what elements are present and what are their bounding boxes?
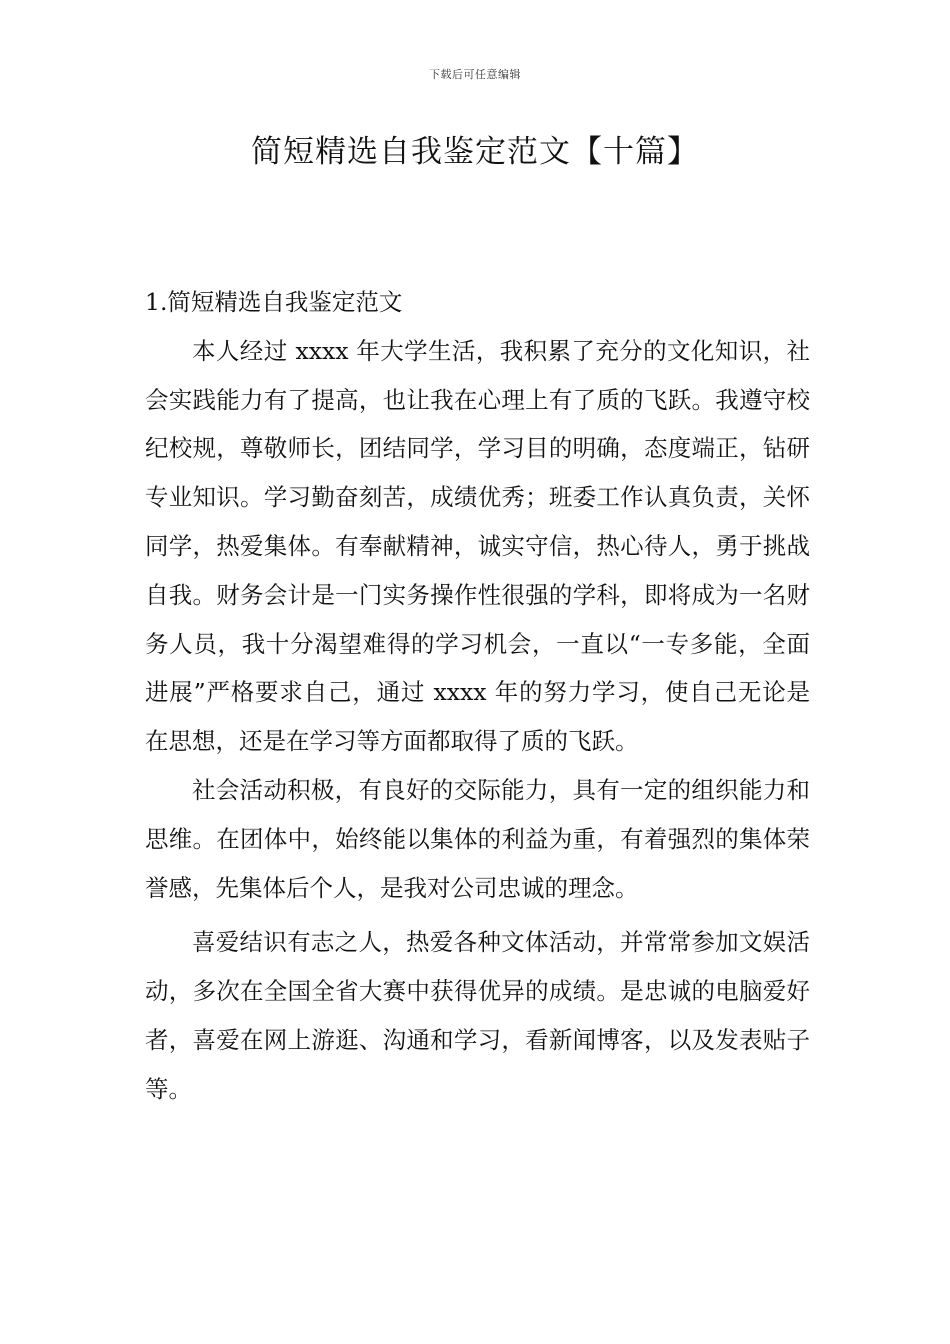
paragraph: 本人经过 xxxx 年大学生活，我积累了充分的文化知识，社会实践能力有了提高，也让我在心理上有了质的飞跃。我遵守校纪校规，尊敬师长，团结同学，学习目的明确，态度端正，钻研专业知识。学习勤奋刻苦，成绩优秀；班委工作认真负责，关怀同学，热爱集体。有奉献精神，诚实守信，热心待人，勇于挑战自我。财务会计是一门实务操作性很强的学科，即将成为一名财务人员，我十分渴望难得的学习机会，一直以“一专多能，全面进展”严格要求自己，通过 xxxx 年的努力学习，使自己无论是在思想，还是在学习等方面都取得了质的飞跃。 — [145, 336, 810, 756]
header-note: 下载后可任意编辑 — [429, 68, 521, 81]
document-title: 简短精选自我鉴定范文【十篇】 — [251, 134, 699, 170]
document-body — [145, 278, 810, 1114]
paragraph: 喜爱结识有志之人，热爱各种文体活动，并常常参加文娱活动，多次在全国全省大赛中获得优异的成绩。是忠诚的电脑爱好者，喜爱在网上游逛、沟通和学习，看新闻博客，以及发表贴子等。 — [145, 928, 810, 1103]
section-heading: 1.简短精选自我鉴定范文 — [145, 288, 403, 316]
paragraph: 社会活动积极，有良好的交际能力，具有一定的组织能力和思维。在团体中，始终能以集体的利益为重，有着强烈的集体荣誉感，先集体后个人，是我对公司忠诚的理念。 — [145, 775, 810, 902]
